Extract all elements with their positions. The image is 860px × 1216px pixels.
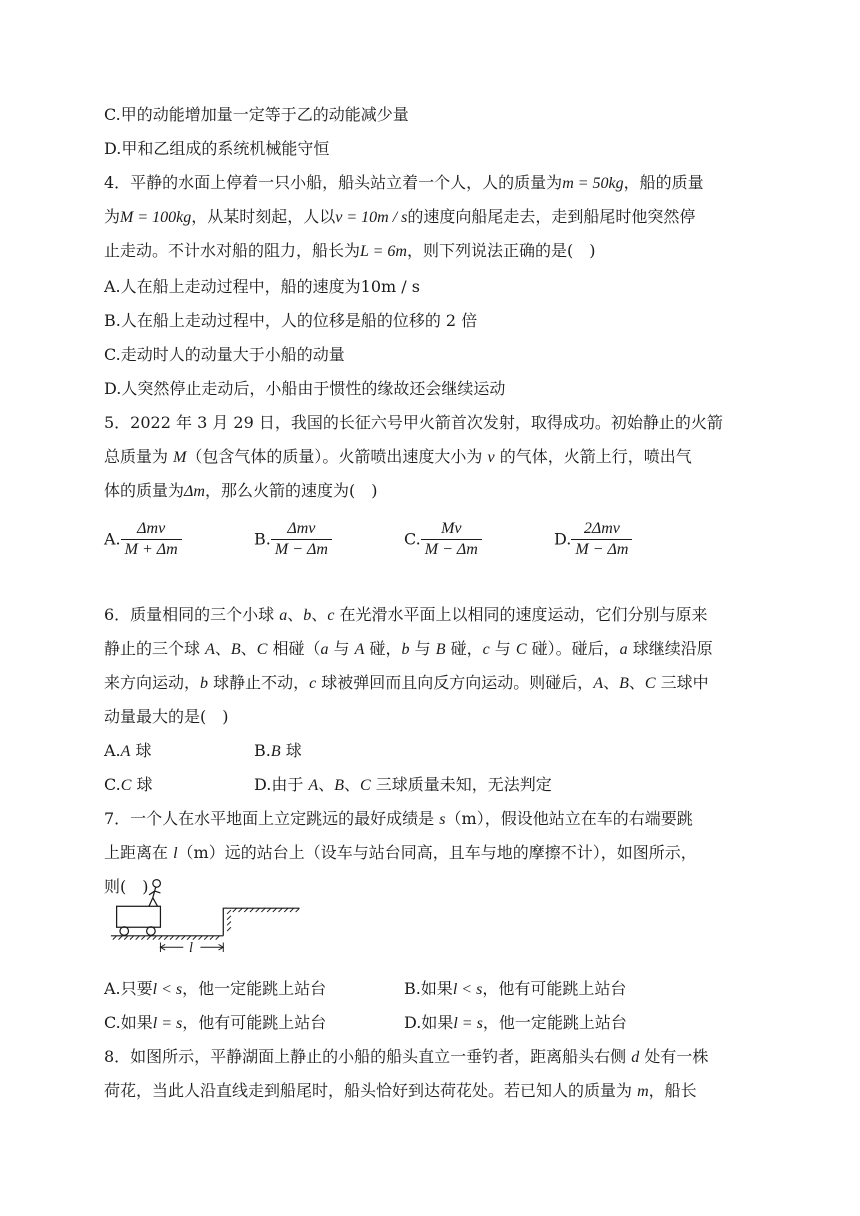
q4-option-b: B.人在船上走动过程中，人的位移是船的位移的 2 倍 (104, 311, 478, 330)
q8-stem-line2: 荷花，当此人沿直线走到船尾时，船头恰好到达荷花处。若已知人的质量为 m，船长 (104, 1081, 697, 1100)
q5-stem-line3: 体的质量为Δm，那么火箭的速度为( ) (104, 481, 378, 500)
q3-option-d: D.甲和乙组成的系统机械能守恒 (104, 139, 330, 158)
fraction: $\frac{\text{Δmv}}{M + \Delta m}$ (121, 520, 182, 559)
q6-stem-line4: 动量最大的是( ) (104, 707, 229, 726)
q6-option-c: C.C 球 (104, 775, 153, 794)
q4-stem-line1: 4．平静的水面上停着一只小船，船头站立着一个人，人的质量为m = 50kg，船的质量 (104, 173, 704, 192)
q7-stem-line1: 7．一个人在水平地面上立定跳远的最好成绩是 s（m），假设他站立在车的右端要跳 (104, 809, 693, 828)
math-m-mass: m = 50kg (562, 175, 624, 192)
q6-stem-line2: 静止的三个球 A、B、C 相碰（a 与 A 碰，b 与 B 碰，c 与 C 碰）。碰后，a 球继续沿原 (104, 639, 713, 658)
platform-hatch (227, 908, 299, 931)
q6-option-a: A.A 球 (104, 741, 152, 760)
q7-option-c: C.如果l = s，他有可能跳上站台 (104, 1013, 327, 1032)
fraction: $\frac{\text{2Δmv}}{M - \Delta m}$ (571, 520, 632, 559)
cart-platform-figure (104, 872, 314, 952)
cart-wheel-left (120, 927, 129, 936)
math-M-mass: M = 100kg (120, 209, 192, 226)
math-length: L = 6m (360, 243, 407, 260)
q7-option-d: D.如果l = s，他一定能跳上站台 (404, 1013, 627, 1032)
q4-option-a: A.人在船上走动过程中，船的速度为10m / s (104, 277, 420, 296)
q5-option-c: C. $\frac{Mv}{M - \Delta m}$ (404, 520, 482, 559)
math-velocity: v = 10m / s (335, 209, 408, 226)
q8-stem-line1: 8．如图所示，平静湖面上静止的小船的船头直立一垂钓者，距离船头右侧 d 处有一株 (104, 1047, 709, 1066)
q7-stem-line3: 则( ) (104, 877, 149, 896)
q5-option-b: B. $\frac{\text{Δmv}}{M - \Delta m}$ (254, 520, 332, 559)
q5-option-d: D. $\frac{\text{2Δmv}}{M - \Delta m}$ (554, 520, 632, 559)
q5-option-a: A. $\frac{\text{Δmv}}{M + \Delta m}$ (104, 520, 182, 559)
cart-body (117, 906, 161, 927)
platform-edge (223, 908, 299, 936)
cart-wheel-right (147, 927, 156, 936)
q4-stem-line2: 为M = 100kg，从某时刻起，人以v = 10m / s的速度向船尾走去，走到船尾时他突然停 (104, 207, 696, 226)
fraction: $\frac{Mv}{M - \Delta m}$ (421, 520, 482, 559)
q5-stem-line1: 5．2022 年 3 月 29 日，我国的长征六号甲火箭首次发射，取得成功。初始静止的火箭 (104, 413, 723, 432)
q7-option-a: A.只要l < s，他一定能跳上站台 (104, 979, 327, 998)
q6-option-b: B.B 球 (254, 741, 302, 760)
q4-option-d: D.人突然停止走动后，小船由于惯性的缘故还会继续运动 (104, 379, 506, 398)
stick-figure (149, 880, 160, 907)
q5-stem-line2: 总质量为 M（包含气体的质量）。火箭喷出速度大小为 v 的气体，火箭上行，喷出气 (104, 447, 692, 466)
fraction: $\frac{\text{Δmv}}{M - \Delta m}$ (271, 520, 332, 559)
q7-stem-line2: 上距离在 l（m）远的站台上（设车与站台同高，且车与地的摩擦不计），如图所示， (104, 843, 697, 862)
q4-stem-line3: 止走动。不计水对船的阻力，船长为L = 6m，则下列说法正确的是( ) (104, 241, 596, 260)
q7-option-b: B.如果l < s，他有可能跳上站台 (404, 979, 627, 998)
q3-option-c: C.甲的动能增加量一定等于乙的动能减少量 (104, 105, 409, 124)
math-delta-m: Δm (184, 483, 205, 500)
q6-stem-line3: 来方向运动，b 球静止不动，c 球被弹回而且向反方向运动。则碰后，A、B、C 三球中 (104, 673, 709, 692)
distance-label: l (189, 940, 193, 952)
q4-option-c: C.走动时人的动量大于小船的动量 (104, 345, 345, 364)
q6-option-d: D.由于 A、B、C 三球质量未知，无法判定 (254, 775, 552, 794)
q6-stem-line1: 6．质量相同的三个小球 a、b、c 在光滑水平面上以相同的速度运动，它们分别与原来 (104, 605, 708, 624)
